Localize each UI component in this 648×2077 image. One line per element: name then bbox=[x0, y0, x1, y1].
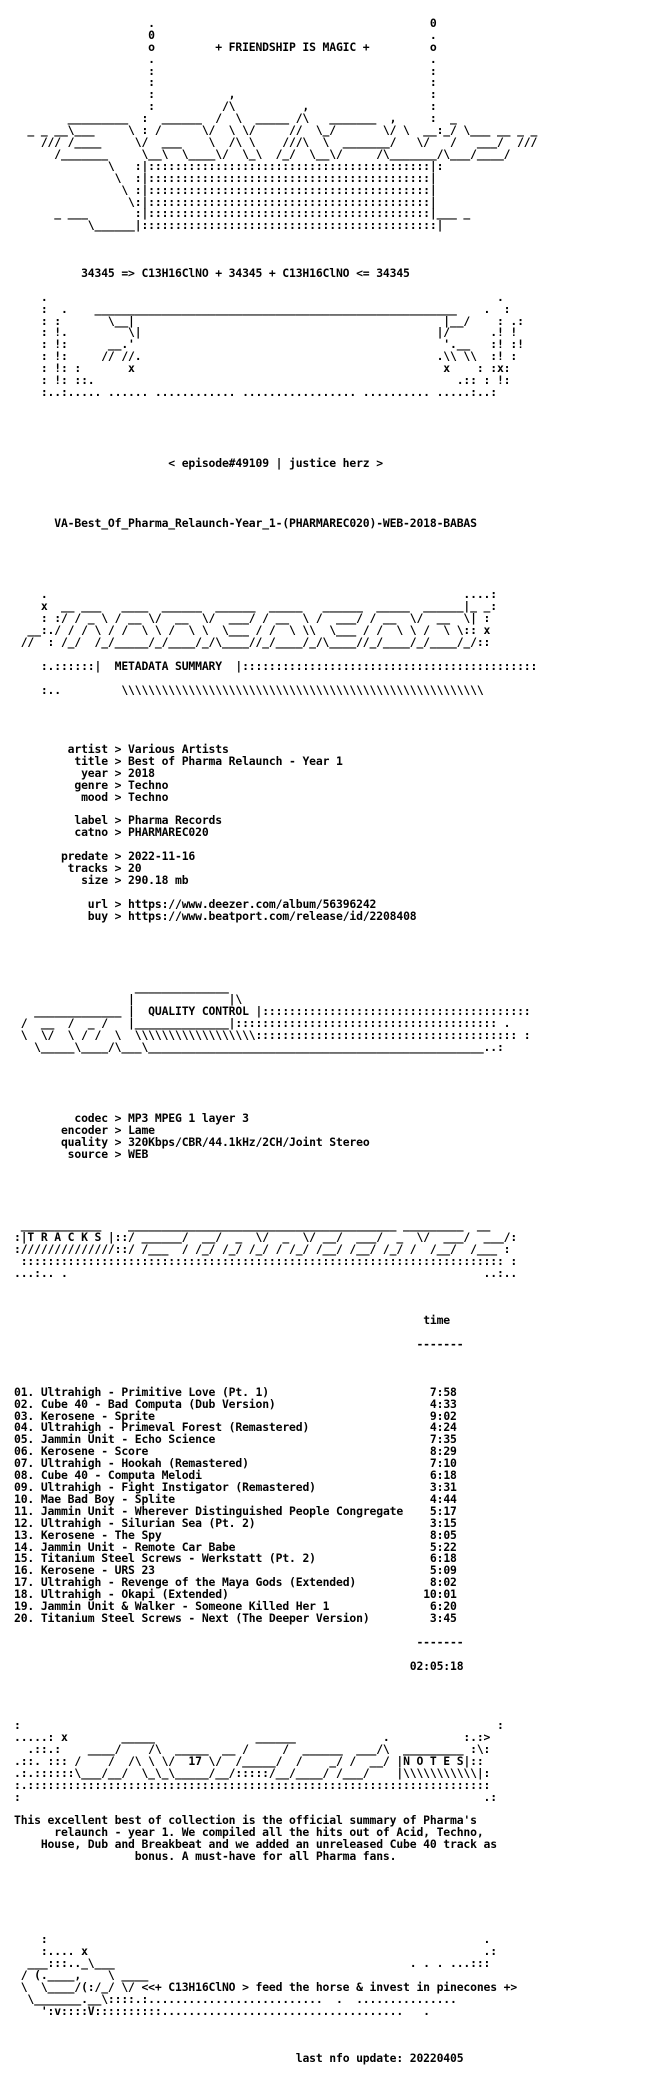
field-value: Lame bbox=[128, 1122, 155, 1137]
field-row: codec > MP3 MPEG 1 layer 3 bbox=[74, 1110, 249, 1125]
track-time: 8:05 bbox=[429, 1527, 457, 1542]
metadata-header-art: . ....: x __ ___ ____ ______ ______ _____ ______ _____ ______|_ _: : :/ / _ \ / __ \/ __ \/ ___/ / __ \ / ___/ / __ \/ __ \| : __:./ / / \ / / \ \ / \ \ \___ / / \ \\ \___ / / \ \ / \ \:: x // : /_/ /_/_____/_/____/_/\____//_/____/_/\____//_/____/_/____/_/:: bbox=[20, 587, 497, 649]
field-value: Best of Pharma Relaunch - Year 1 bbox=[128, 753, 343, 768]
track-name: Jammin Unit - Wherever Distinguished People Congregate bbox=[40, 1503, 404, 1518]
track-number: 06. bbox=[14, 1444, 35, 1459]
footer-tagline: <<+ C13H16ClNO > feed the horse & invest in pinecones +> bbox=[141, 1979, 518, 1994]
field-row: url > https://www.deezer.com/album/56396242 bbox=[87, 896, 377, 911]
track-time: 5:22 bbox=[429, 1539, 457, 1554]
field-value: Techno bbox=[128, 789, 169, 804]
track-time: 9:02 bbox=[429, 1408, 457, 1423]
field-key: year bbox=[81, 765, 108, 780]
track-number: 18. bbox=[14, 1587, 35, 1602]
track-time: 10:01 bbox=[423, 1587, 457, 1602]
track-time: 7:35 bbox=[429, 1432, 457, 1447]
track-number: 15. bbox=[14, 1551, 35, 1566]
track-time: 5:17 bbox=[429, 1503, 457, 1518]
track-time: 6:18 bbox=[429, 1551, 457, 1566]
field-row: genre > Techno bbox=[74, 777, 169, 792]
field-value: Various Artists bbox=[128, 742, 229, 757]
field-key: buy bbox=[87, 908, 108, 923]
field-key: encoder bbox=[60, 1122, 108, 1137]
track-time: 3:45 bbox=[429, 1610, 457, 1625]
track-name: Ultrahigh - Silurian Sea (Pt. 2) bbox=[40, 1515, 256, 1530]
track-time: 8:29 bbox=[429, 1444, 457, 1459]
track-time: 5:09 bbox=[429, 1563, 457, 1578]
field-key: catno bbox=[74, 825, 108, 840]
field-value: 2018 bbox=[128, 765, 155, 780]
track-number: 19. bbox=[14, 1599, 35, 1614]
track-time: 4:24 bbox=[429, 1420, 457, 1435]
track-name: Mae Bad Boy - Splite bbox=[40, 1491, 175, 1506]
track-time: 3:31 bbox=[429, 1480, 457, 1494]
track-row bbox=[14, 1610, 644, 1625]
field-row: catno > PHARMAREC020 bbox=[74, 825, 209, 840]
field-key: genre bbox=[74, 777, 108, 792]
notes-text: This excellent best of collection is the official summary of Pharma's relaunch - year 1. We compiled all the hits out of Acid, Techno, House, Dub and Breakbeat and we added an unreleased Cube 40 track as bonus. A must-have for all Pharma fans. bbox=[14, 1813, 497, 1864]
track-number: 05. bbox=[14, 1432, 35, 1447]
banner-art-bottom: . . : . ______________________________________________________ . : : : \__| |__/ : .: : !. \| |/ .! ! : !: __.' '.__ :! :! : !: // //. .\\ \\ :! : : !: : x x : :x: : !: ::. .:: : !: :..:..... ...... ............ ................. .......... .....:..: bbox=[40, 289, 524, 399]
track-list bbox=[14, 1384, 644, 1625]
tracks-time-rule: ------- bbox=[14, 1337, 464, 1352]
notes-header-art: : : .....: x _____ ______ . :.:> .::.: ____/ /\ _____ __ / / ______ ___/\ _________ :\: .::. ::: / / /\ \ \/ 17 \/ /_____/ / _/ / __/ |N O T E S|:: .:.::::::\___/__/ \_\_\_____/__/:::::/__/____/ /___/ |\\\\\\\\\\\|: :.::::::::::::::::::::::::::::::::::::::::::::::::::::::::::::::::::::: : .: bbox=[14, 1718, 504, 1804]
field-value: WEB bbox=[128, 1146, 149, 1161]
track-number: 09. bbox=[14, 1480, 35, 1494]
track-time: 8:02 bbox=[429, 1575, 457, 1590]
field-key: tracks bbox=[67, 861, 108, 876]
field-key: title bbox=[74, 753, 108, 768]
field-row: encoder > Lame bbox=[60, 1122, 155, 1137]
field-key: source bbox=[67, 1146, 108, 1161]
track-name: Ultrahigh - Hookah (Remastered) bbox=[40, 1456, 249, 1471]
field-value: 2022-11-16 bbox=[128, 849, 196, 864]
notes-title: N O T E S bbox=[403, 1753, 464, 1768]
total-time: 02:05:18 bbox=[409, 1658, 464, 1673]
track-time: 4:44 bbox=[429, 1491, 457, 1506]
track-name: Jammin Unit - Echo Science bbox=[40, 1432, 216, 1447]
track-number: 04. bbox=[14, 1420, 35, 1435]
track-name: Ultrahigh - Primitive Love (Pt. 1) bbox=[40, 1384, 269, 1399]
release-line bbox=[14, 515, 644, 530]
tracks-total-rule: ------- bbox=[14, 1634, 464, 1649]
track-name: Ultrahigh - Primeval Forest (Remastered) bbox=[40, 1420, 310, 1435]
banner-art: . 0 0 . o + FRIENDSHIP IS MAGIC + o . . : : : : : , : : /\ , : _________ : ______ / \ _____ /\ _______ , : _ _ _ __\___ \ : / \/ \ \/ // \_/ \/ \ __:_/ \___ __ _ _ /// /____ \/ ___ \ /\ \ ///\ \ _______/ \/ / ___/ /// /_______ \__\ \____\/ \_\ /_/ \__\/ /\_______/\___/____/ \ :|::::::::::::::::::::::::::::::::::::::::::|: \ :|::::::::::::::::::::::::::::::::::::::::::| \ :|::::::::::::::::::::::::::::::::::::::::::| \:|::::::::::::::::::::::::::::::::::::::::::| _ ___ :|::::::::::::::::::::::::::::::::::::::::::|___ _ \______|::::::::::::::::::::::::::::::::::::::::::::| bbox=[27, 15, 538, 233]
track-number: 20. bbox=[14, 1610, 35, 1625]
formula: 34345 => C13H16ClNO + 34345 + C13H16ClNO <= 34345 bbox=[81, 265, 410, 280]
track-time: 7:58 bbox=[429, 1384, 457, 1399]
tracks-total-line bbox=[14, 1658, 644, 1673]
field-row: buy > https://www.beatport.com/release/id/2208408 bbox=[87, 908, 417, 923]
tracks-header-art: ____________ ________________________________________ _________ __ :|T R A C K S |::/ ______/ __/ _ \/ _ \/ __/ ___/ _ \/ ___/ ___/: ://////////////::/ /___ / /_/ /_/ /_/ / /_/ /__/ /__/ /_/ / /__/ /___ : :::::::::::::::::::::::::::::::::::::::::::::::::::::::::::::::::::::::: : ...:.. . ..:.. bbox=[14, 1218, 518, 1280]
track-number: 17. bbox=[14, 1575, 35, 1590]
time-header: time bbox=[423, 1313, 451, 1328]
track-name: Kerosene - Sprite bbox=[40, 1408, 155, 1423]
track-number: 07. bbox=[14, 1456, 35, 1471]
formula-line bbox=[14, 265, 644, 280]
track-name: Jammin Unit & Walker - Someone Killed Her 1 bbox=[40, 1599, 330, 1614]
track-name: Cube 40 - Computa Melodi bbox=[40, 1468, 202, 1483]
last-update: last nfo update: 20220405 bbox=[295, 2051, 464, 2066]
metadata-title-rule: :.. \\\\\\\\\\\\\\\\\\\\\\\\\\\\\\\\\\\\\\\\\\\\\\\\\\\\\\ bbox=[14, 682, 484, 697]
track-number: 02. bbox=[14, 1396, 35, 1411]
metadata-title: METADATA SUMMARY bbox=[114, 658, 222, 673]
tracks-time-header-line bbox=[14, 1315, 644, 1327]
quality-title: QUALITY CONTROL bbox=[148, 1003, 249, 1018]
track-name: Titanium Steel Screws - Next (The Deeper Version) bbox=[40, 1610, 370, 1625]
field-row: predate > 2022-11-16 bbox=[60, 849, 196, 864]
field-key: size bbox=[81, 872, 108, 887]
field-row: title > Best of Pharma Relaunch - Year 1 bbox=[74, 753, 343, 768]
last-update-line bbox=[14, 2053, 644, 2065]
release-name: VA-Best_Of_Pharma_Relaunch-Year_1-(PHARMAREC020)-WEB-2018-BABAS bbox=[54, 515, 477, 530]
field-key: codec bbox=[74, 1110, 108, 1125]
track-number: 10. bbox=[14, 1491, 35, 1506]
field-row: artist > Various Artists bbox=[67, 742, 229, 757]
track-name: Kerosene - Score bbox=[40, 1444, 149, 1459]
field-key: predate bbox=[60, 849, 108, 864]
track-name: Jammin Unit - Remote Car Babe bbox=[40, 1539, 236, 1554]
track-time: 6:20 bbox=[429, 1599, 457, 1614]
quality-header-art: ______________ | |\ _____________ | QUALITY CONTROL |:::::::::::::::::::::::::::::::::::::::: / __ / _ / |______________|::::::::::::::::::::::::::::::::::::::: . \ \/ \ / / \ \\\\\\\\\\\\\\\\\\::::::::::::::::::::::::::::::::::::::: : \_____\____/\___\__________________________________________________..: bbox=[20, 980, 531, 1054]
field-key: quality bbox=[60, 1134, 108, 1149]
field-key: artist bbox=[67, 742, 108, 757]
track-number: 12. bbox=[14, 1515, 35, 1530]
field-key: label bbox=[74, 813, 108, 828]
track-number: 01. bbox=[14, 1384, 35, 1399]
track-number: 08. bbox=[14, 1468, 35, 1483]
field-row: source > WEB bbox=[67, 1146, 149, 1161]
episode: < episode#49109 | justice herz > bbox=[168, 456, 383, 471]
tracks-title: T R A C K S bbox=[27, 1230, 102, 1244]
episode-line bbox=[14, 458, 644, 470]
field-value[interactable]: https://www.beatport.com/release/id/2208408 bbox=[128, 908, 417, 923]
track-number: 03. bbox=[14, 1408, 35, 1423]
track-name: Kerosene - URS 23 bbox=[40, 1563, 155, 1578]
metadata-title-line: :.::::::| METADATA SUMMARY |:::::::::::::::::::::::::::::::::::::::::::: bbox=[14, 658, 538, 673]
track-number: 14. bbox=[14, 1539, 35, 1554]
track-name: Cube 40 - Bad Computa (Dub Version) bbox=[40, 1396, 276, 1411]
field-key: url bbox=[87, 896, 108, 911]
quality-fields bbox=[14, 1110, 644, 1161]
field-value: Techno bbox=[128, 777, 169, 792]
field-value: 20 bbox=[128, 861, 142, 876]
field-value: Pharma Records bbox=[128, 813, 222, 828]
field-row: label > Pharma Records bbox=[74, 813, 222, 828]
track-number: 16. bbox=[14, 1563, 35, 1578]
track-time: 7:10 bbox=[429, 1456, 457, 1471]
nfo-document bbox=[14, 6, 644, 2077]
field-row: tracks > 20 bbox=[67, 861, 142, 876]
track-time: 6:18 bbox=[429, 1468, 457, 1483]
field-key: mood bbox=[81, 789, 108, 804]
track-name: Ultrahigh - Fight Instigator (Remastered) bbox=[40, 1480, 316, 1494]
field-value: MP3 MPEG 1 layer 3 bbox=[128, 1110, 249, 1125]
field-row: year > 2018 bbox=[81, 765, 155, 780]
track-name: Kerosene - The Spy bbox=[40, 1527, 162, 1542]
field-value: 290.18 mb bbox=[128, 872, 189, 887]
footer-art: : . :.... x .: ___:::.._\___ . . . ...::: / (.____, \ ____ \ \____/(:/_/ \/ <<+ C13H16ClNO > feed the horse & invest in pinecones +> \_______.__\::::.:.......................... . ............... ':v::::V::::::::::.................................... . bbox=[20, 1932, 518, 2018]
track-time: 4:33 bbox=[429, 1396, 457, 1411]
metadata-fields bbox=[14, 744, 644, 923]
track-name: Titanium Steel Screws - Werkstatt (Pt. 2) bbox=[40, 1551, 316, 1566]
field-value[interactable]: https://www.deezer.com/album/56396242 bbox=[128, 896, 377, 911]
field-value: 320Kbps/CBR/44.1kHz/2CH/Joint Stereo bbox=[128, 1134, 370, 1149]
track-number: 11. bbox=[14, 1503, 35, 1518]
field-value: PHARMAREC020 bbox=[128, 825, 209, 840]
field-row: size > 290.18 mb bbox=[81, 872, 189, 887]
track-name: Ultrahigh - Revenge of the Maya Gods (Extended) bbox=[40, 1575, 357, 1590]
track-number: 13. bbox=[14, 1527, 35, 1542]
track-time: 3:15 bbox=[429, 1515, 457, 1530]
field-row: quality > 320Kbps/CBR/44.1kHz/2CH/Joint Stereo bbox=[60, 1134, 370, 1149]
track-name: Ultrahigh - Okapi (Extended) bbox=[40, 1587, 229, 1602]
field-row: mood > Techno bbox=[81, 789, 169, 804]
